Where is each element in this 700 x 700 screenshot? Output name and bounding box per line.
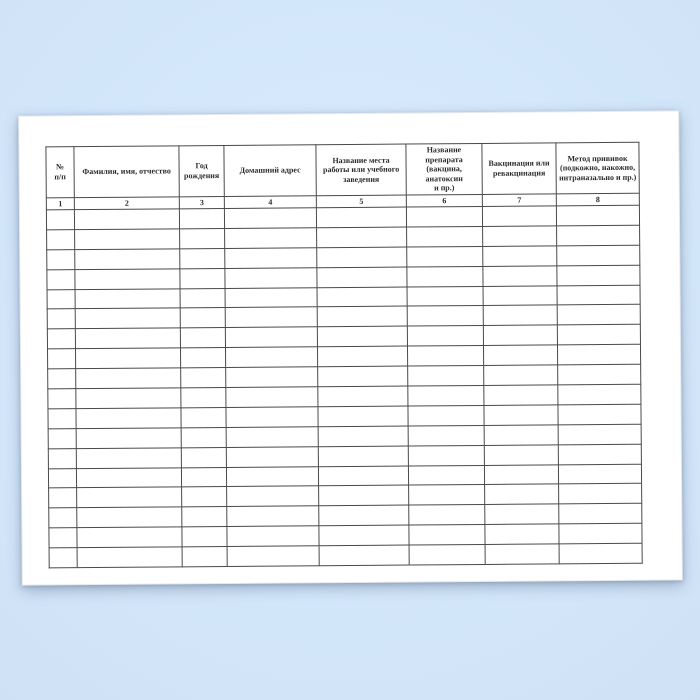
- column-number: 8: [556, 193, 639, 206]
- empty-cell: [318, 426, 408, 447]
- empty-cell: [409, 525, 485, 545]
- empty-cell: [75, 249, 180, 270]
- empty-cell: [483, 325, 557, 345]
- empty-cell: [226, 387, 318, 408]
- empty-cell: [226, 446, 318, 467]
- empty-cell: [558, 364, 641, 385]
- empty-cell: [225, 248, 317, 269]
- empty-cell: [485, 504, 559, 524]
- empty-cell: [182, 547, 227, 567]
- empty-cell: [484, 365, 558, 385]
- empty-cell: [182, 527, 227, 547]
- empty-cell: [75, 348, 180, 369]
- empty-cell: [556, 205, 639, 226]
- empty-cell: [408, 385, 484, 405]
- column-header-number: № п/п: [46, 147, 74, 198]
- empty-cell: [75, 308, 180, 329]
- empty-cell: [319, 505, 409, 526]
- empty-cell: [557, 225, 640, 246]
- empty-cell: [47, 329, 75, 349]
- empty-cell: [227, 506, 319, 527]
- empty-cell: [557, 305, 640, 326]
- empty-cell: [317, 287, 407, 308]
- empty-cell: [180, 268, 225, 288]
- empty-cell: [180, 288, 225, 308]
- empty-cell: [48, 409, 76, 429]
- empty-cell: [316, 207, 406, 228]
- empty-cell: [559, 484, 642, 505]
- empty-cell: [483, 305, 557, 325]
- empty-cell: [76, 368, 181, 389]
- empty-cell: [48, 369, 76, 389]
- empty-cell: [75, 328, 180, 349]
- empty-cell: [225, 327, 317, 348]
- empty-cell: [48, 468, 76, 488]
- column-number: 3: [179, 196, 224, 209]
- empty-cell: [47, 269, 75, 289]
- empty-cell: [407, 286, 483, 306]
- empty-cell: [482, 206, 556, 226]
- column-header-preparation: Название препарата (вакцина, анатоксин и пр.): [406, 143, 482, 194]
- empty-cell: [318, 466, 408, 487]
- empty-cell: [227, 526, 319, 547]
- empty-cell: [483, 246, 557, 266]
- empty-cell: [227, 546, 319, 567]
- empty-cell: [75, 229, 180, 250]
- empty-cell: [182, 487, 227, 507]
- empty-cell: [484, 445, 558, 465]
- empty-cell: [558, 464, 641, 485]
- form-page: [18, 110, 683, 585]
- empty-cell: [559, 523, 642, 544]
- empty-cell: [319, 545, 409, 566]
- column-header-workplace: Название места работы или учебного заведения: [316, 144, 406, 195]
- empty-cell: [75, 288, 180, 309]
- empty-cell: [485, 524, 559, 544]
- empty-cell: [557, 325, 640, 346]
- empty-cell: [77, 487, 182, 508]
- empty-cell: [318, 366, 408, 387]
- empty-cell: [76, 408, 181, 429]
- empty-cell: [484, 405, 558, 425]
- empty-cell: [317, 307, 407, 328]
- empty-cell: [180, 228, 225, 248]
- empty-cell: [558, 384, 641, 405]
- empty-cell: [47, 249, 75, 269]
- empty-cell: [559, 543, 642, 564]
- empty-cell: [317, 227, 407, 248]
- empty-cell: [179, 208, 224, 228]
- empty-cell: [557, 265, 640, 286]
- empty-cell: [317, 346, 407, 367]
- empty-cell: [77, 507, 182, 528]
- empty-cell: [48, 428, 76, 448]
- empty-cell: [558, 404, 641, 425]
- empty-cell: [77, 527, 182, 548]
- empty-cell: [47, 230, 75, 250]
- empty-cell: [225, 267, 317, 288]
- empty-cell: [408, 425, 484, 445]
- empty-cell: [225, 228, 317, 249]
- empty-cell: [48, 448, 76, 468]
- empty-cell: [407, 266, 483, 286]
- empty-cell: [181, 447, 226, 467]
- empty-cell: [226, 407, 318, 428]
- empty-cell: [181, 467, 226, 487]
- empty-cell: [406, 206, 482, 226]
- empty-cell: [180, 248, 225, 268]
- empty-cell: [47, 309, 75, 329]
- empty-cell: [226, 367, 318, 388]
- table-body: [46, 205, 642, 568]
- empty-cell: [225, 287, 317, 308]
- empty-cell: [226, 427, 318, 448]
- empty-cell: [319, 486, 409, 507]
- empty-cell: [226, 466, 318, 487]
- empty-cell: [77, 547, 182, 568]
- empty-cell: [76, 388, 181, 409]
- empty-cell: [47, 349, 75, 369]
- empty-cell: [76, 428, 181, 449]
- empty-cell: [317, 267, 407, 288]
- empty-cell: [407, 226, 483, 246]
- empty-cell: [557, 344, 640, 365]
- empty-row: [49, 543, 642, 568]
- empty-cell: [317, 326, 407, 347]
- column-header-home-address: Домашний адрес: [224, 145, 316, 196]
- empty-cell: [225, 347, 317, 368]
- empty-cell: [558, 444, 641, 465]
- empty-cell: [49, 548, 77, 568]
- empty-cell: [227, 486, 319, 507]
- header-row: [46, 142, 639, 197]
- empty-cell: [47, 289, 75, 309]
- column-header-name: Фамилия, имя, отчество: [74, 146, 179, 197]
- empty-cell: [75, 269, 180, 290]
- empty-cell: [485, 544, 559, 564]
- empty-cell: [483, 226, 557, 246]
- empty-cell: [557, 285, 640, 306]
- empty-cell: [407, 246, 483, 266]
- empty-cell: [318, 446, 408, 467]
- empty-cell: [409, 545, 485, 565]
- column-number: 2: [74, 196, 179, 209]
- column-number: 7: [482, 193, 556, 206]
- empty-cell: [559, 504, 642, 525]
- column-number: 6: [406, 194, 482, 207]
- empty-cell: [181, 368, 226, 388]
- empty-cell: [319, 525, 409, 546]
- empty-cell: [182, 507, 227, 527]
- empty-cell: [407, 346, 483, 366]
- empty-cell: [76, 448, 181, 469]
- column-header-vaccination-type: Вакцинация или ревакцинация: [482, 143, 556, 194]
- column-number: 5: [316, 195, 406, 208]
- empty-cell: [225, 307, 317, 328]
- empty-cell: [318, 386, 408, 407]
- empty-cell: [557, 245, 640, 266]
- empty-cell: [484, 425, 558, 445]
- empty-cell: [409, 505, 485, 525]
- column-number: 1: [46, 197, 74, 210]
- empty-cell: [408, 405, 484, 425]
- empty-cell: [180, 348, 225, 368]
- column-header-method: Метод прививок (подкожно, накожно, интраназально и пр.): [556, 142, 639, 193]
- empty-cell: [49, 488, 77, 508]
- column-header-birth-year: Год рождения: [179, 145, 224, 196]
- empty-cell: [74, 209, 179, 230]
- empty-cell: [49, 528, 77, 548]
- empty-cell: [180, 328, 225, 348]
- empty-cell: [76, 467, 181, 488]
- empty-cell: [483, 285, 557, 305]
- empty-cell: [407, 306, 483, 326]
- empty-cell: [483, 345, 557, 365]
- empty-cell: [408, 465, 484, 485]
- empty-cell: [483, 266, 557, 286]
- empty-cell: [48, 389, 76, 409]
- empty-cell: [181, 387, 226, 407]
- empty-cell: [317, 247, 407, 268]
- empty-cell: [180, 308, 225, 328]
- empty-cell: [181, 407, 226, 427]
- empty-cell: [409, 485, 485, 505]
- empty-cell: [318, 406, 408, 427]
- empty-cell: [485, 484, 559, 504]
- empty-cell: [484, 385, 558, 405]
- empty-cell: [49, 508, 77, 528]
- empty-cell: [408, 445, 484, 465]
- column-number: 4: [224, 195, 316, 208]
- vaccination-journal-table: [45, 142, 642, 569]
- empty-cell: [408, 366, 484, 386]
- empty-cell: [181, 427, 226, 447]
- empty-cell: [558, 424, 641, 445]
- empty-cell: [407, 326, 483, 346]
- empty-cell: [484, 464, 558, 484]
- empty-cell: [224, 208, 316, 229]
- empty-cell: [46, 210, 74, 230]
